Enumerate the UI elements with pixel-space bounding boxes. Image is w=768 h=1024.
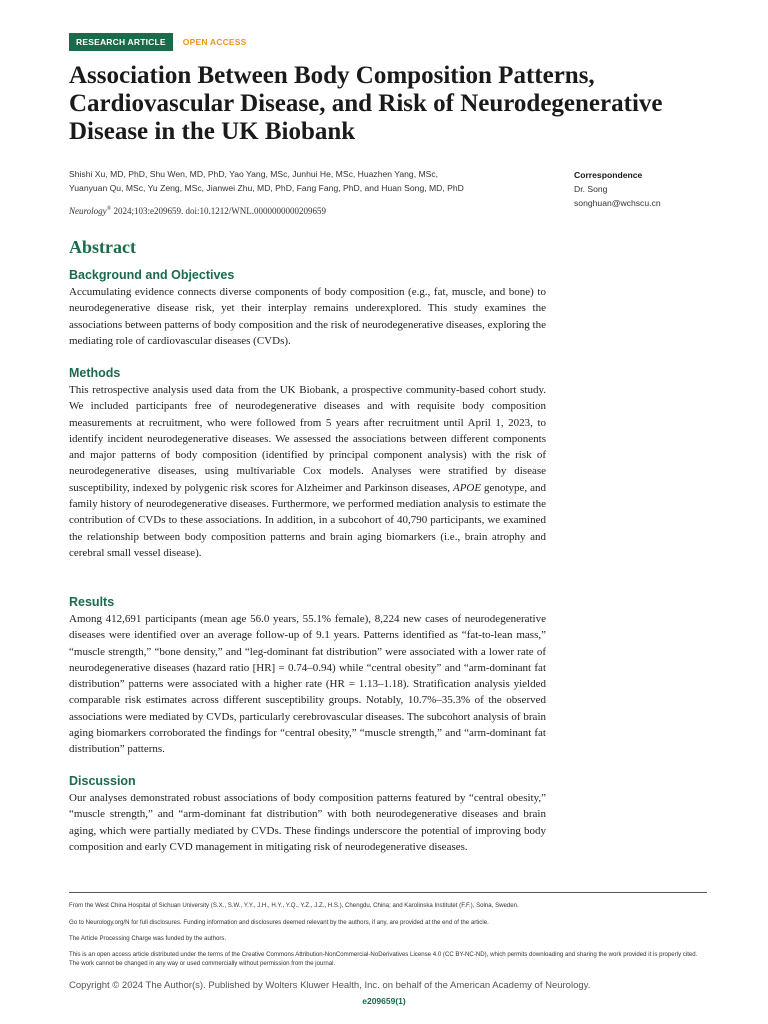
- methods-section: [69, 365, 546, 561]
- methods-text: This retrospective analysis used data from the UK Biobank, a prospective community-based cohort study. We included participants free of neurodegenerative diseases and with requisite body composition measurements at recruitment, who were followed from 5 years after recruitment until April 1, 2023, to identify incident neurodegenerative diseases. We assessed the associations between different components and major patterns of body composition (identified by principal component analysis) with the risk of neurodegenerative diseases, using multivariable Cox models. Analyses were stratified by disease susceptibility, indexed by polygenic risk scores for Alzheimer and Parkinson diseases, APOE genotype, and family history of neurodegenerative diseases. Furthermore, we performed mediation analysis to estimate the contribution of CVDs to these associations. In addition, in a subcohort of 40,790 participants, we examined the relationship between body composition patterns and brain aging biomarkers (i.e., brain atrophy and cerebral small vessel disease).: [69, 384, 546, 559]
- correspondence-heading: Correspondence: [574, 170, 643, 180]
- background-text: Accumulating evidence connects diverse components of body composition (e.g., fat, muscle, and bone) to neurodegenerative disease risk, yet their interplay remains underexplored. This study examines the associations between patterns of body composition and the risk of neurodegenerative diseases, exploring the mediating role of cardiovascular diseases (CVDs).: [69, 286, 546, 347]
- registered-mark: ®: [106, 206, 112, 212]
- footnote-divider: [69, 892, 707, 893]
- results-section: [69, 594, 546, 758]
- discussion-heading: Discussion: [69, 774, 136, 788]
- results-text: Among 412,691 participants (mean age 56.0 years, 55.1% female), 8,224 new cases of neurodegenerative diseases were identified over an average follow-up of 9.1 years. Patterns identified as “fat-to-lean mass,” “muscle strength,” “bone density,” and “leg-dominant fat distribution” were associated with a lower rate of neurodegenerative diseases (hazard ratio [HR] = 0.74–0.94) while “central obesity” and “arm-dominant fat distribution” patterns were associated with a higher rate (HR = 1.13–1.18). Stratification analysis yielded comparable risk estimates across different susceptibility groups. Notably, 10.7%–35.3% of the observed associations were mediated by CVDs, particularly cerebrovascular diseases. The subcohort analysis of brain aging biomarkers corroborated the findings for “central obesity,” “muscle strength,” and “arm-dominant fat distribution” patterns.: [69, 613, 546, 756]
- correspondence-name: Dr. Song: [574, 184, 608, 194]
- journal-name: Neurology: [69, 206, 107, 216]
- article-title: Association Between Body Composition Patterns, Cardiovascular Disease, and Risk of Neurodegenerative Disease in the UK Biobank: [69, 62, 663, 145]
- author-line-2: Yuanyuan Qu, MSc, Yu Zeng, MSc, Jianwei Zhu, MD, PhD, Fang Fang, PhD, and Huan Song, MD, PhD: [69, 183, 464, 193]
- article-tags: [69, 33, 247, 51]
- methods-heading: Methods: [69, 366, 121, 380]
- page-identifier: e209659(1): [362, 996, 406, 1006]
- footnote-license: This is an open access article distributed under the terms of the Creative Commons Attribution-NonCommercial-NoDerivatives License 4.0 (CC BY-NC-ND), which permits downloading and sharing the work provided it is properly cited. The work cannot be changed in any way or used commercially without permission from the journal.: [69, 951, 698, 967]
- footnote-apc: The Article Processing Charge was funded by the authors.: [69, 935, 227, 942]
- citation-details: 2024;103:e209659. doi:10.1212/WNL.0000000000209659: [111, 206, 326, 216]
- copyright-notice: Copyright © 2024 The Author(s). Published by Wolters Kluwer Health, Inc. on behalf of the American Academy of Neurology.: [69, 980, 591, 991]
- discussion-section: [69, 773, 546, 855]
- footnote-disclosures: Go to Neurology.org/N for full disclosures. Funding information and disclosures deemed relevant by the authors, if any, are provided at the end of the article.: [69, 919, 489, 926]
- research-article-badge: RESEARCH ARTICLE: [69, 33, 173, 51]
- correspondence-box: [574, 168, 661, 210]
- apoe-gene: APOE: [452, 481, 482, 494]
- open-access-badge: OPEN ACCESS: [182, 37, 247, 47]
- discussion-text: Our analyses demonstrated robust associations of body composition patterns featured by “central obesity,” “muscle strength,” and “arm-dominant fat distribution” with both neurodegenerative diseases and brain aging, which were partially mediated by CVDs. These findings underscore the potential of improving body composition and early CVD management in mitigating risk of neurodegenerative diseases.: [69, 792, 546, 853]
- background-section: [69, 267, 546, 349]
- background-heading: Background and Objectives: [69, 268, 235, 282]
- citation: [69, 206, 326, 216]
- abstract-heading: Abstract: [69, 237, 136, 257]
- author-list: [69, 167, 519, 195]
- footnote-affiliation: From the West China Hospital of Sichuan University (S.X., S.W., Y.Y., J.H., H.Y., Y.Q., Y.Z., J.Z., H.S.), Chengdu, China; and Karolinska Institutet (F.F.), Solna, Sweden.: [69, 902, 519, 909]
- correspondence-email[interactable]: songhuan@wchscu.cn: [574, 198, 661, 208]
- author-line-1: Shishi Xu, MD, PhD, Shu Wen, MD, PhD, Yao Yang, MSc, Junhui He, MSc, Huazhen Yang, MSc,: [69, 169, 439, 179]
- results-heading: Results: [69, 595, 115, 609]
